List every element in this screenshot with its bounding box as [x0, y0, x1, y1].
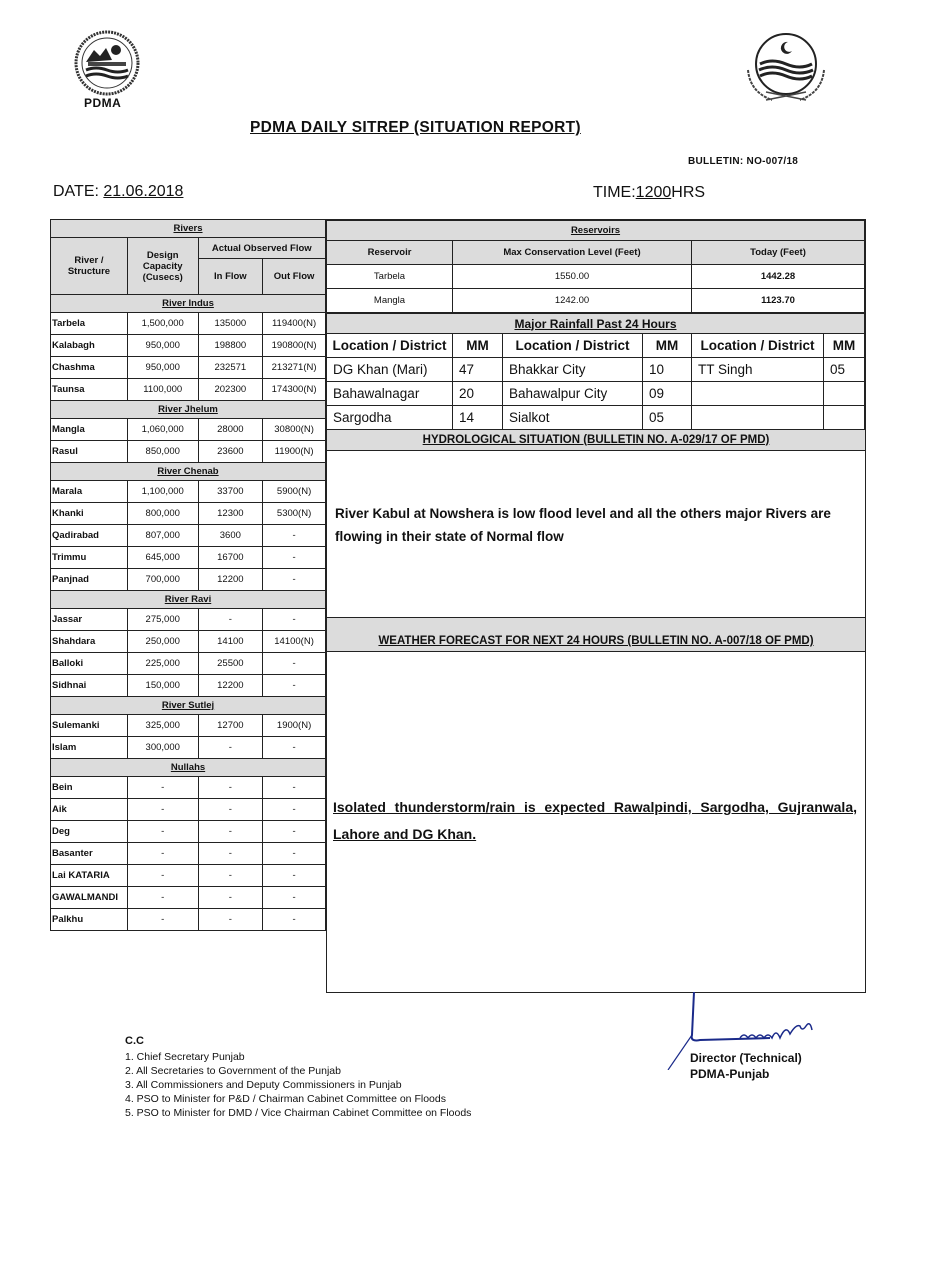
col-inflow: In Flow [198, 259, 263, 295]
structure-name: Tarbela [51, 313, 128, 335]
design-capacity: 800,000 [127, 503, 198, 525]
rainfall-location [692, 382, 824, 406]
forecast-text: Isolated thunderstorm/rain is expected Rawalpindi, Sargodha, Gujranwala, Lahore and DG Khan. [333, 799, 857, 842]
design-capacity: 150,000 [127, 675, 198, 697]
outflow: - [263, 865, 326, 887]
structure-name: Lai KATARIA [51, 865, 128, 887]
inflow: 232571 [198, 357, 263, 379]
inflow: 3600 [198, 525, 263, 547]
reservoir-name: Tarbela [327, 265, 453, 289]
structure-name: Aik [51, 799, 128, 821]
design-capacity: 807,000 [127, 525, 198, 547]
design-capacity: 950,000 [127, 335, 198, 357]
cc-list [125, 1034, 471, 1120]
design-capacity: 250,000 [127, 631, 198, 653]
inflow: 202300 [198, 379, 263, 401]
reservoir-today: 1442.28 [692, 265, 865, 289]
river-row [51, 547, 326, 569]
structure-name: Shahdara [51, 631, 128, 653]
outflow: - [263, 843, 326, 865]
inflow: - [198, 909, 263, 931]
outflow: 14100(N) [263, 631, 326, 653]
col-mm-2: MM [643, 334, 692, 358]
design-capacity: 300,000 [127, 737, 198, 759]
river-row [51, 441, 326, 463]
structure-name: Marala [51, 481, 128, 503]
inflow: - [198, 777, 263, 799]
design-capacity: - [127, 799, 198, 821]
time-label: TIME: [593, 184, 636, 201]
col-max-level: Max Conservation Level (Feet) [453, 241, 692, 265]
outflow: - [263, 777, 326, 799]
design-capacity: 1100,000 [127, 379, 198, 401]
structure-name: Trimmu [51, 547, 128, 569]
pdma-logo-label: PDMA [84, 96, 122, 110]
rainfall-row [327, 406, 865, 430]
outflow: - [263, 569, 326, 591]
river-section-title: River Sutlej [51, 697, 326, 715]
report-time [593, 184, 705, 202]
river-row [51, 865, 326, 887]
rainfall-mm: 05 [643, 406, 692, 430]
col-location-3: Location / District [692, 334, 824, 358]
reservoir-name: Mangla [327, 289, 453, 313]
hydrological-text: River Kabul at Nowshera is low flood level and all the others major Rivers are flowing in their state of Normal flow [335, 506, 831, 544]
time-suffix: HRS [671, 184, 706, 201]
col-mm-3: MM [824, 334, 865, 358]
structure-name: Deg [51, 821, 128, 843]
inflow: 25500 [198, 653, 263, 675]
design-capacity: - [127, 909, 198, 931]
right-panel [326, 219, 866, 993]
design-capacity: 1,060,000 [127, 419, 198, 441]
reservoir-row [327, 289, 865, 313]
structure-name: Rasul [51, 441, 128, 463]
cc-item: 5. PSO to Minister for DMD / Vice Chairman Cabinet Committee on Floods [125, 1107, 472, 1119]
rainfall-row [327, 382, 865, 406]
structure-name: GAWALMANDI [51, 887, 128, 909]
col-reservoir: Reservoir [327, 241, 453, 265]
design-capacity: 1,500,000 [127, 313, 198, 335]
cc-item: 2. All Secretaries to Government of the Punjab [125, 1065, 341, 1077]
outflow: - [263, 653, 326, 675]
design-capacity: 275,000 [127, 609, 198, 631]
rivers-table [50, 219, 326, 931]
cc-item: 3. All Commissioners and Deputy Commissioners in Punjab [125, 1079, 402, 1091]
report-title: PDMA DAILY SITREP (SITUATION REPORT) [250, 119, 581, 136]
time-value: 1200 [635, 184, 672, 201]
structure-name: Chashma [51, 357, 128, 379]
inflow: - [198, 737, 263, 759]
structure-name: Qadirabad [51, 525, 128, 547]
structure-name: Sidhnai [51, 675, 128, 697]
structure-name: Islam [51, 737, 128, 759]
structure-name: Taunsa [51, 379, 128, 401]
outflow: - [263, 799, 326, 821]
river-row [51, 357, 326, 379]
structure-name: Basanter [51, 843, 128, 865]
river-row [51, 631, 326, 653]
inflow: 198800 [198, 335, 263, 357]
outflow: - [263, 887, 326, 909]
inflow: 33700 [198, 481, 263, 503]
col-outflow: Out Flow [263, 259, 326, 295]
inflow: - [198, 887, 263, 909]
outflow: 119400(N) [263, 313, 326, 335]
outflow: - [263, 609, 326, 631]
river-row [51, 335, 326, 357]
river-row [51, 737, 326, 759]
rainfall-location: Bahawalnagar [327, 382, 453, 406]
design-capacity: - [127, 821, 198, 843]
rainfall-mm: 47 [453, 358, 503, 382]
design-capacity: - [127, 843, 198, 865]
design-capacity: 950,000 [127, 357, 198, 379]
outflow: - [263, 821, 326, 843]
hydrological-title: HYDROLOGICAL SITUATION (BULLETIN NO. A-029/17 OF PMD) [326, 430, 865, 451]
outflow: 1900(N) [263, 715, 326, 737]
report-date [53, 183, 183, 201]
design-capacity: 850,000 [127, 441, 198, 463]
design-capacity: 325,000 [127, 715, 198, 737]
river-row [51, 909, 326, 931]
rainfall-location: Sargodha [327, 406, 453, 430]
rainfall-location: Bahawalpur City [503, 382, 643, 406]
reservoir-row [327, 265, 865, 289]
inflow: 12200 [198, 675, 263, 697]
outflow: - [263, 525, 326, 547]
col-observed-flow: Actual Observed Flow [198, 238, 325, 259]
river-row [51, 843, 326, 865]
river-section-title: Nullahs [51, 759, 326, 777]
outflow: - [263, 675, 326, 697]
river-row [51, 379, 326, 401]
outflow: 5300(N) [263, 503, 326, 525]
rainfall-mm: 14 [453, 406, 503, 430]
river-row [51, 777, 326, 799]
structure-name: Jassar [51, 609, 128, 631]
inflow: - [198, 843, 263, 865]
inflow: 12200 [198, 569, 263, 591]
date-label: DATE: [53, 183, 104, 200]
rainfall-table [326, 313, 865, 430]
rainfall-location [692, 406, 824, 430]
river-row [51, 481, 326, 503]
col-today: Today (Feet) [692, 241, 865, 265]
outflow: 174300(N) [263, 379, 326, 401]
date-value: 21.06.2018 [103, 183, 184, 200]
rainfall-mm [824, 382, 865, 406]
reservoir-max-level: 1550.00 [453, 265, 692, 289]
rainfall-mm: 10 [643, 358, 692, 382]
inflow: - [198, 821, 263, 843]
river-row [51, 569, 326, 591]
rainfall-mm: 05 [824, 358, 865, 382]
reservoir-max-level: 1242.00 [453, 289, 692, 313]
inflow: 28000 [198, 419, 263, 441]
outflow: 30800(N) [263, 419, 326, 441]
signatory-title: Director (Technical) [690, 1051, 802, 1065]
design-capacity: - [127, 865, 198, 887]
hydrological-section [326, 451, 865, 618]
reservoirs-title: Reservoirs [327, 221, 865, 241]
outflow: - [263, 547, 326, 569]
rainfall-location: Sialkot [503, 406, 643, 430]
river-row [51, 715, 326, 737]
structure-name: Balloki [51, 653, 128, 675]
river-row [51, 799, 326, 821]
bulletin-number: BULLETIN: NO-007/18 [688, 156, 799, 167]
rainfall-mm: 09 [643, 382, 692, 406]
forecast-section [326, 652, 865, 992]
signatory-org: PDMA-Punjab [690, 1067, 770, 1081]
design-capacity: 645,000 [127, 547, 198, 569]
structure-name: Kalabagh [51, 335, 128, 357]
inflow: - [198, 865, 263, 887]
design-capacity: - [127, 887, 198, 909]
inflow: 16700 [198, 547, 263, 569]
cc-title: C.C [125, 1035, 144, 1047]
outflow: 11900(N) [263, 441, 326, 463]
river-row [51, 821, 326, 843]
rainfall-row [327, 358, 865, 382]
col-mm-1: MM [453, 334, 503, 358]
river-section-title: River Jhelum [51, 401, 326, 419]
punjab-government-emblem-icon [742, 30, 830, 106]
river-row [51, 887, 326, 909]
outflow: - [263, 909, 326, 931]
outflow: - [263, 737, 326, 759]
structure-name: Palkhu [51, 909, 128, 931]
signatory [690, 1050, 802, 1082]
outflow: 190800(N) [263, 335, 326, 357]
river-row [51, 503, 326, 525]
rainfall-mm [824, 406, 865, 430]
structure-name: Mangla [51, 419, 128, 441]
inflow: 12700 [198, 715, 263, 737]
col-location-1: Location / District [327, 334, 453, 358]
reservoir-today: 1123.70 [692, 289, 865, 313]
structure-name: Khanki [51, 503, 128, 525]
design-capacity: 1,100,000 [127, 481, 198, 503]
river-row [51, 419, 326, 441]
rainfall-location: TT Singh [692, 358, 824, 382]
rivers-title: Rivers [51, 220, 326, 238]
outflow: 5900(N) [263, 481, 326, 503]
col-capacity: Design Capacity (Cusecs) [127, 238, 198, 295]
structure-name: Sulemanki [51, 715, 128, 737]
river-row [51, 609, 326, 631]
river-row [51, 313, 326, 335]
inflow: 12300 [198, 503, 263, 525]
river-row [51, 675, 326, 697]
river-row [51, 653, 326, 675]
cc-item: 4. PSO to Minister for P&D / Chairman Cabinet Committee on Floods [125, 1093, 446, 1105]
rainfall-title: Major Rainfall Past 24 Hours [327, 314, 865, 334]
river-section-title: River Indus [51, 295, 326, 313]
pdma-logo-icon [74, 30, 140, 96]
design-capacity: - [127, 777, 198, 799]
inflow: 135000 [198, 313, 263, 335]
forecast-title: WEATHER FORECAST FOR NEXT 24 HOURS (BULLETIN NO. A-007/18 OF PMD) [326, 618, 865, 652]
design-capacity: 700,000 [127, 569, 198, 591]
outflow: 213271(N) [263, 357, 326, 379]
structure-name: Panjnad [51, 569, 128, 591]
col-location-2: Location / District [503, 334, 643, 358]
rainfall-location: Bhakkar City [503, 358, 643, 382]
river-section-title: River Chenab [51, 463, 326, 481]
inflow: 14100 [198, 631, 263, 653]
inflow: - [198, 609, 263, 631]
structure-name: Bein [51, 777, 128, 799]
reservoirs-table [326, 220, 865, 313]
col-structure: River / Structure [51, 238, 128, 295]
rainfall-location: DG Khan (Mari) [327, 358, 453, 382]
inflow: - [198, 799, 263, 821]
river-section-title: River Ravi [51, 591, 326, 609]
inflow: 23600 [198, 441, 263, 463]
river-row [51, 525, 326, 547]
cc-item: 1. Chief Secretary Punjab [125, 1051, 245, 1063]
design-capacity: 225,000 [127, 653, 198, 675]
rainfall-mm: 20 [453, 382, 503, 406]
